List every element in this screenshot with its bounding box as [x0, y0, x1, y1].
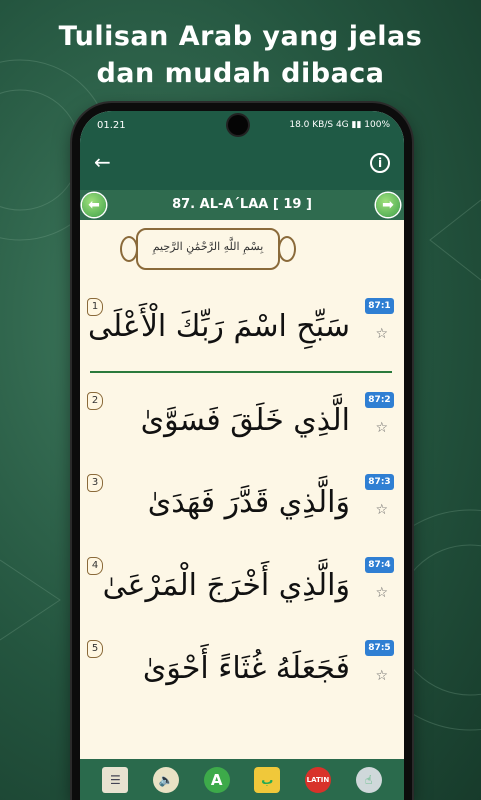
ayah-ref-badge[interactable]: 87:4 [365, 557, 394, 573]
ayah-arabic-text: فَجَعَلَهُ غُثَاءً أَحْوَىٰ [142, 651, 350, 686]
ayah-number: 4 [87, 557, 103, 575]
ayah-row[interactable] [80, 290, 404, 372]
touch-icon[interactable]: ☝ [356, 767, 382, 793]
document-settings-icon[interactable]: ☰ [102, 767, 128, 793]
promo-headline [0, 18, 481, 92]
star-icon[interactable]: ☆ [375, 420, 388, 436]
latin-icon[interactable]: LATIN [305, 767, 331, 793]
ayah-ref-badge[interactable]: 87:1 [365, 298, 394, 314]
ayah-highlight-line [90, 371, 392, 373]
ayah-arabic-text: وَالَّذِي قَدَّرَ فَهَدَىٰ [147, 485, 350, 520]
ayah-row[interactable] [80, 384, 404, 466]
camera-cutout [228, 115, 248, 135]
star-icon[interactable]: ☆ [375, 326, 388, 342]
ayah-row[interactable] [80, 549, 404, 631]
info-icon[interactable]: i [370, 153, 390, 173]
next-surah-button[interactable] [376, 193, 400, 217]
surah-header [80, 190, 404, 220]
surah-title: 87. AL-A´LAA [ 19 ] [172, 197, 312, 212]
letter-a-icon[interactable]: A [204, 767, 230, 793]
basmala-frame [136, 228, 280, 270]
arrow-left-icon[interactable]: ← [94, 150, 111, 174]
bottom-toolbar [80, 759, 404, 800]
ayah-number: 3 [87, 474, 103, 492]
arrow-left-icon: ⬅ [88, 197, 100, 213]
arrow-right-icon: ➡ [382, 197, 394, 213]
ayah-ref-badge[interactable]: 87:3 [365, 474, 394, 490]
star-icon[interactable]: ☆ [375, 502, 388, 518]
ayah-number: 5 [87, 640, 103, 658]
phone-screen [80, 111, 404, 800]
ayah-number: 1 [87, 298, 103, 316]
previous-surah-button[interactable] [82, 193, 106, 217]
ayah-arabic-text: وَالَّذِي أَخْرَجَ الْمَرْعَىٰ [102, 568, 350, 603]
ayah-row[interactable] [80, 632, 404, 714]
status-time: 01.21 [97, 120, 126, 131]
headline-line-2: dan mudah dibaca [96, 58, 385, 89]
quran-page [80, 220, 404, 776]
basmala-text: بِسْمِ اللَّهِ الرَّحْمَٰنِ الرَّحِيمِ [152, 240, 264, 253]
script-icon[interactable]: ﺏ [254, 767, 280, 793]
star-icon[interactable]: ☆ [375, 668, 388, 684]
headline-line-1: Tulisan Arab yang jelas [58, 21, 423, 52]
ayah-row[interactable] [80, 466, 404, 548]
status-indicators: 18.0 KB/S 4G ▮▮ 100% [289, 120, 390, 130]
ayah-ref-badge[interactable]: 87:5 [365, 640, 394, 656]
ayah-ref-badge[interactable]: 87:2 [365, 392, 394, 408]
status-bar [80, 111, 404, 138]
ayah-arabic-text: الَّذِي خَلَقَ فَسَوَّىٰ [140, 403, 350, 438]
speaker-icon[interactable]: 🔈 [153, 767, 179, 793]
ayah-arabic-text: سَبِّحِ اسْمَ رَبِّكَ الْأَعْلَى [87, 309, 350, 344]
star-icon[interactable]: ☆ [375, 585, 388, 601]
ayah-number: 2 [87, 392, 103, 410]
app-bar [80, 138, 404, 190]
